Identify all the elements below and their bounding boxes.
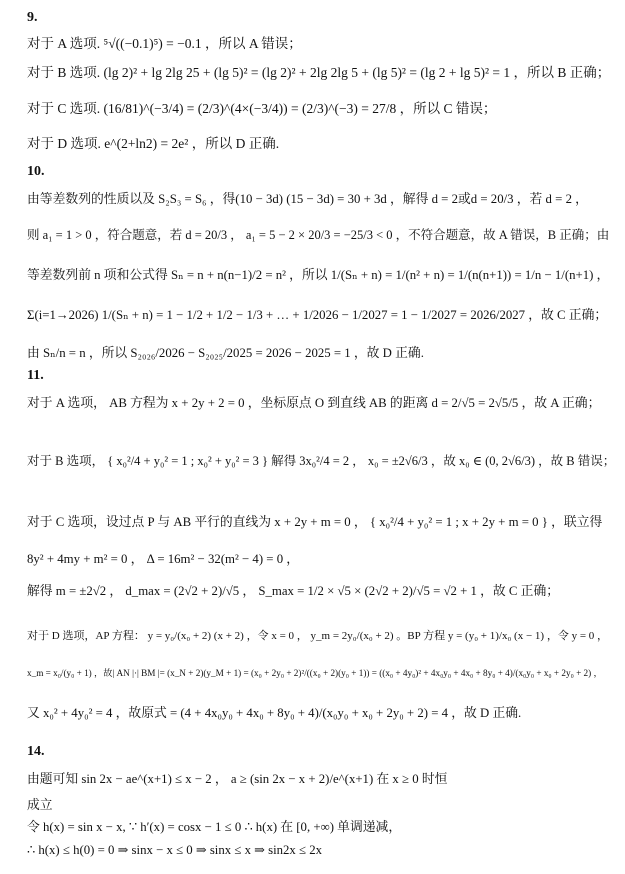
problem-10-number: 10. [27,164,45,179]
problem-10-line-3: 等差数列前 n 项和公式得 Sₙ = n + n(n−1)/2 = n² ，所以 1/(Sₙ + n) = 1/(n² + n) = 1/(n(n+1)) = 1/n − 1/(n+1) ， [27,268,610,282]
problem-11-line-2: 对于 B 选项， { x₀²/4 + y₀² = 1 ; x₀² + y₀² = 3 } 解得 3x₀²/4 = 2 ， x₀ = ±2√6/3 ，故 x₀ ∈ (0, 2√6/3) ，故 B 错误； [27,454,616,468]
problem-11-line-7: x_m = x₀/(y₀ + 1) ，故| AN |·| BM |= (x_N + 2)(y_M + 1) = (x₀ + 2y₀ + 2)²/((x₀ + 2)(y₀ + 1)) = ((x₀ + 4y₀)² + 4x₀y₀ + 4x₀ + 8y₀ + 4)/(x₀y₀ + x₀ + 2y₀ + 2) ， [27,668,603,678]
problem-11-line-5: 解得 m = ±2√2 ， d_max = (2√2 + 2)/√5 ， S_max = 1/2 × √5 × (2√2 + 2)/√5 = √2 + 1 ，故 C 正确； [27,584,560,598]
problem-9-line-3: 对于 C 选项. (16/81)^(−3/4) = (2/3)^(4×(−3/4)) = (2/3)^(−3) = 27/8 ，所以 C 错误； [27,101,497,116]
problem-10-line-4: Σ(i=1→2026) 1/(Sₙ + n) = 1 − 1/2 + 1/2 − 1/3 + … + 1/2026 − 1/2027 = 1 − 1/2027 = 2026/2027 ，故 C 正确； [27,308,608,322]
problem-14-number: 14. [27,744,45,759]
problem-9-line-1: 对于 A 选项. ⁵√((−0.1)⁵) = −0.1 ，所以 A 错误； [27,36,302,51]
problem-14-line-2: 成立 [27,798,53,812]
problem-10-line-2: 则 a₁ = 1 > 0 ，符合题意，若 d = 20/3 ， a₁ = 5 − 2 × 20/3 = −25/3 < 0 ，不符合题意，故 A 错误，B 正确；由 [27,228,610,242]
problem-14-line-3: 令 h(x) = sin x − x, ∵ h′(x) = cosx − 1 ≤ 0 ∴ h(x) 在 [0, +∞) 单调递减， [27,820,402,834]
problem-10-line-1: 由等差数列的性质以及 S₂S₃ = S₆ ，得(10 − 3d) (15 − 3d) = 30 + 3d ，解得 d = 2或d = 20/3 ，若 d = 2 ， [27,192,588,206]
problem-11-number: 11. [27,368,44,383]
problem-11-line-8: 又 x₀² + 4y₀² = 4 ，故原式 = (4 + 4x₀y₀ + 4x₀ + 8y₀ + 4)/(x₀y₀ + x₀ + 2y₀ + 2) = 4 ，故 D 正确. [27,706,522,720]
problem-14-line-4: ∴ h(x) ≤ h(0) = 0 ⇒ sinx − x ≤ 0 ⇒ sinx ≤ x ⇒ sin2x ≤ 2x [27,843,323,857]
problem-9-number: 9. [27,10,38,25]
problem-11-line-4: 8y² + 4my + m² = 0 ， Δ = 16m² − 32(m² − 4) = 0 ， [27,552,300,566]
problem-14-line-1: 由题可知 sin 2x − ae^(x+1) ≤ x − 2 ， a ≥ (sin 2x − x + 2)/e^(x+1) 在 x ≥ 0 时恒 [27,772,448,786]
problem-11-line-3: 对于 C 选项，设过点 P 与 AB 平行的直线为 x + 2y + m = 0 ， { x₀²/4 + y₀² = 1 ; x + 2y + m = 0 } ，联立得 [27,515,603,529]
problem-9-line-2: 对于 B 选项. (lg 2)² + lg 2lg 25 + (lg 5)² = (lg 2)² + 2lg 2lg 5 + (lg 5)² = (lg 2 + lg 5)² = 1 ，所以 B 正确； [27,65,611,80]
problem-11-line-1: 对于 A 选项， AB 方程为 x + 2y + 2 = 0 ，坐标原点 O 到直线 AB 的距离 d = 2/√5 = 2√5/5 ，故 A 正确； [27,396,601,410]
problem-10-line-5: 由 Sₙ/n = n ，所以 S₂₀₂₆/2026 − S₂₀₂₅/2025 = 2026 − 2025 = 1 ，故 D 正确. [27,346,424,360]
problem-9-line-4: 对于 D 选项. e^(2+ln2) = 2e² ，所以 D 正确. [27,136,280,151]
problem-11-line-6: 对于 D 选项，AP 方程： y = y₀/(x₀ + 2) (x + 2) ，令 x = 0 ， y_m = 2y₀/(x₀ + 2) 。BP 方程 y = (y₀ + 1)/x₀ (x − 1) ，令 y = 0 ， [27,630,609,642]
